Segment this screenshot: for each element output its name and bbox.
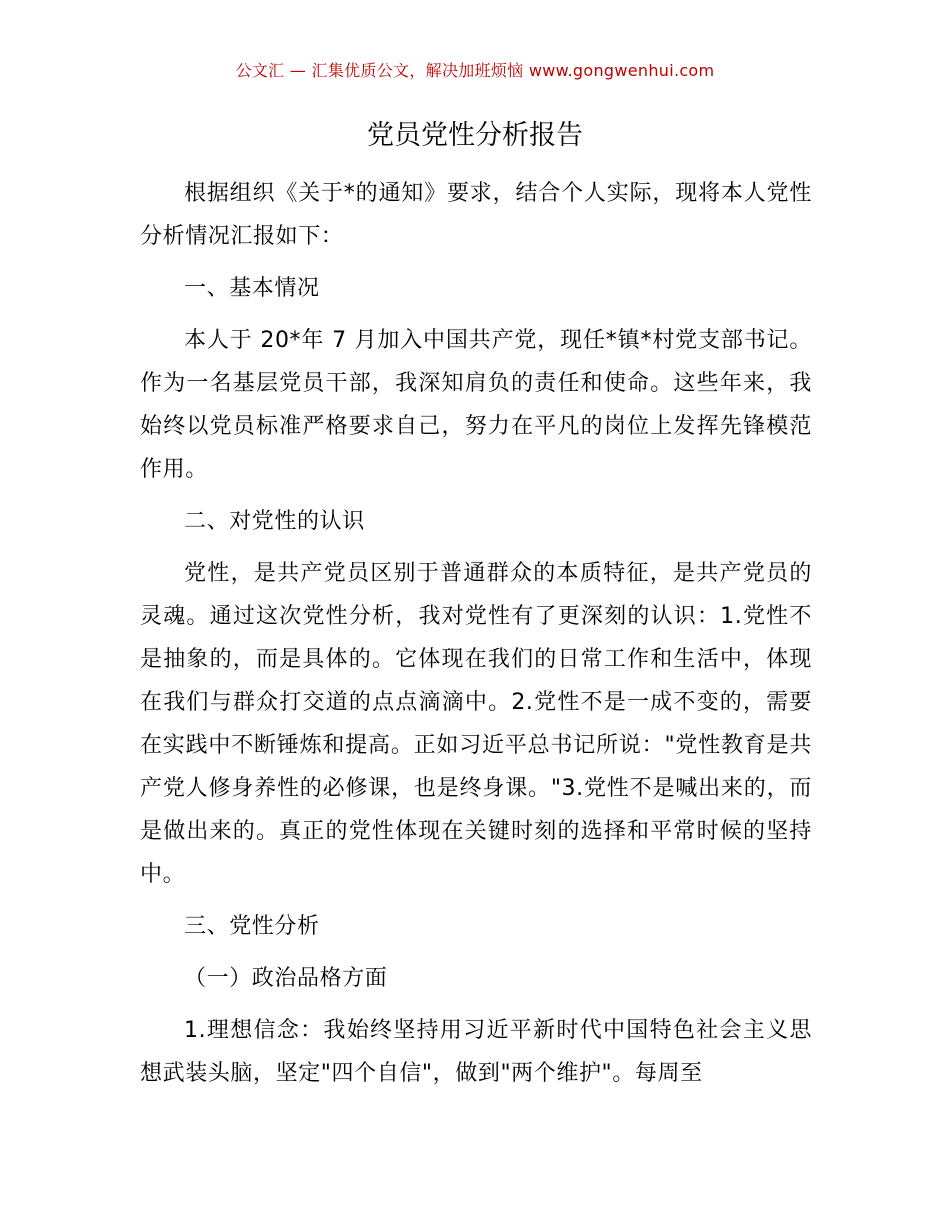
section-heading-basic-info: 一、基本情况 [184,276,320,301]
party-spirit-understanding-paragraph: 党性，是共产党员区别于普通群众的本质特征，是共产党员的灵魂。通过这次党性分析，我对党性有了更深刻的认识：1.党性不是抽象的，而是具体的。它体现在我们的日常工作和生活中，体现在我们与群众打交道的点点滴滴中。2.党性不是一成不变的，需要在实践中不断锤炼和提高。正如习近平总书记所说："党性教育是共产党人修身养性的必修课，也是终身课。"3.党性不是喊出来的，而是做出来的。真正的党性体现在关键时刻的选择和平常时候的坚持中。 [140,561,812,887]
document-body [140,172,812,1095]
intro-paragraph: 根据组织《关于*的通知》要求，结合个人实际，现将本人党性分析情况汇报如下： [140,181,812,249]
ideals-beliefs-paragraph: 1.理想信念：我始终坚持用习近平新时代中国特色社会主义思想武装头脑，坚定"四个自信"，做到"两个维护"。每周至 [140,1018,812,1086]
basic-info-paragraph: 本人于 20*年 7 月加入中国共产党，现任*镇*村党支部书记。作为一名基层党员干部，我深知肩负的责任和使命。这些年来，我始终以党员标准严格要求自己，努力在平凡的岗位上发挥先锋模范作用。 [140,328,812,482]
subsection-heading-political-character: （一）政治品格方面 [184,966,388,991]
section-heading-party-spirit-analysis: 三、党性分析 [184,914,320,939]
section-heading-party-spirit-understanding: 二、对党性的认识 [184,509,365,534]
site-header-banner[interactable]: 公文汇 — 汇集优质公文，解决加班烦恼 www.gongwenhui.com [235,61,715,80]
document-title: 党员党性分析报告 [367,120,583,151]
